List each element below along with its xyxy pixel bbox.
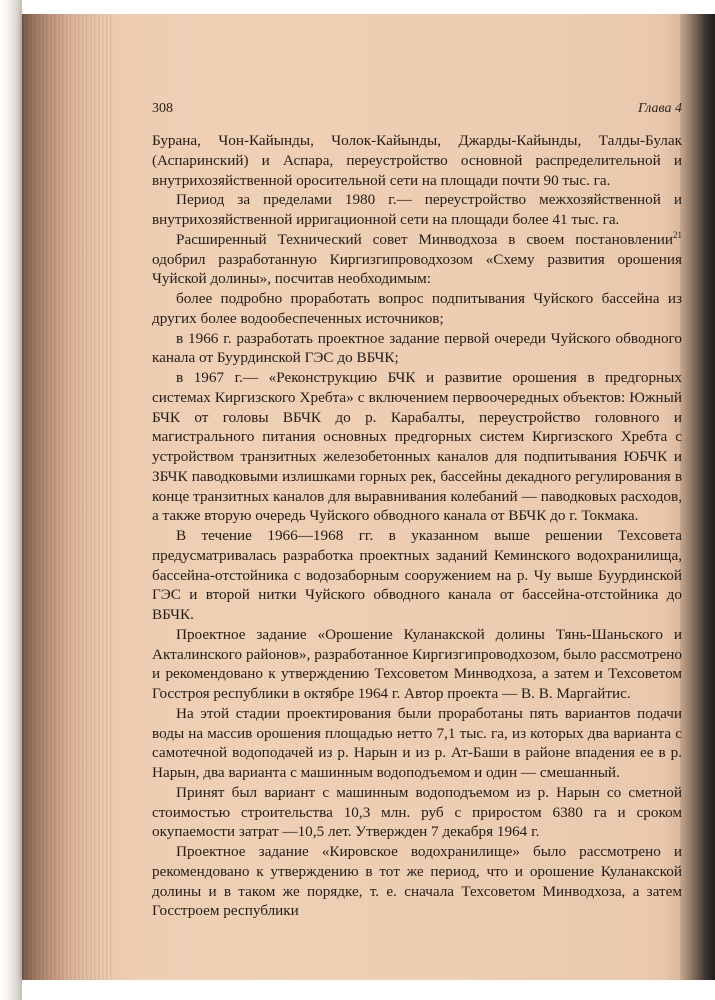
paragraph: В течение 1966—1968 гг. в указанном выше решении Техсовета предусматривалась разработка проектных заданий Кеминского водохранилища, бассейна-отстойника с водозаборным сооружением на р. Чу выше Буурдинской ГЭС и второй нитки Чуйского обводного канала от бассейна-отстойника до ВБЧК. bbox=[152, 527, 682, 623]
footnote-marker: 21 bbox=[673, 229, 682, 240]
page-number: 308 bbox=[152, 101, 173, 116]
binding-shadow bbox=[680, 14, 715, 980]
paragraph: в 1966 г. разработать проектное задание первой очереди Чуйского обводного канала от Буурдинской ГЭС до ВБЧК; bbox=[152, 329, 682, 367]
paragraph: Принят был вариант с машинным водоподъемом из р. Нарын со сметной стоимостью строительства 10,3 млн. руб с приростом 6380 га и сроком окупаемости затрат —10,5 лет. Утвержден 7 декабря 1964 г. bbox=[152, 783, 682, 841]
paragraph-text: Расширенный Технический совет Минводхоза в своем постановлении bbox=[176, 230, 673, 248]
body-text bbox=[152, 131, 682, 921]
running-header bbox=[152, 101, 682, 121]
paragraph: На этой стадии проектирования были проработаны пять вариантов подачи воды на массив орошения площадью нетто 7,1 тыс. га, из которых два варианта с самотечной водоподачей из р. Нарын и из р. Ат-Баши в районе впадения ее в р. Нарын, два варианта с машинным водоподъемом и один — смешанный. bbox=[152, 704, 682, 781]
chapter-title: Глава 4 bbox=[638, 101, 682, 116]
paragraph-text: одобрил разработанную Киргизгипроводхозом «Схему развития орошения Чуйской долины», посчитав необходимым: bbox=[152, 250, 682, 288]
page-edges-stack bbox=[22, 14, 112, 980]
paragraph: более подробно проработать вопрос подпитывания Чуйского бассейна из других более водообеспеченных источников; bbox=[152, 290, 682, 327]
paragraph: Бурана, Чон-Кайынды, Чолок-Кайынды, Джарды-Кайынды, Талды-Булак (Аспаринский) и Аспара, переустройство основной распределительной и внутрихозяйственной оросительной сети на площади почти 90 тыс. га. bbox=[152, 132, 682, 189]
paragraph: Период за пределами 1980 г.— переустройство межхозяйственной и внутрихозяйственной ирригационной сети на площади более 41 тыс. га. bbox=[152, 191, 682, 228]
top-margin-strip bbox=[22, 0, 715, 14]
paragraph: Проектное задание «Орошение Куланакской долины Тянь-Шаньского и Акталинского районов», разработанное Киргизгипроводхозом, было рассмотрено и рекомендовано к утверждению Техсоветом Минводхоза, а затем и Техсоветом Госстроя республики в октябре 1964 г. Автор проекта — В. В. Маргайтис. bbox=[152, 625, 682, 702]
paragraph bbox=[152, 230, 682, 289]
paragraph: Проектное задание «Кировское водохранилище» было рассмотрено и рекомендовано к утверждению в тот же период, что и орошение Куланакской долины и в таком же порядке, т. е. сначала Техсоветом Минводхоза, а затем Госстроем республики bbox=[152, 843, 682, 920]
bottom-margin-strip bbox=[22, 980, 715, 1000]
paragraph: в 1967 г.— «Реконструкцию БЧК и развитие орошения в предгорных системах Киргизского Хребта» с включением первоочередных объектов: Южный БЧК от головы ВБЧК до р. Карабалты, переустройство головного и магистрального питания основных предгорных систем Киргизского Хребта с устройством транзитных железобетонных каналов для подпитывания ЮБЧК и ЗБЧК паводковыми излишками горных рек, бассейны декадного регулирования в конце транзитных каналов для выравнивания колебаний — паводковых расходов, а также вторую очередь Чуйского обводного канала от ВБЧК до г. Токмака. bbox=[152, 369, 682, 525]
